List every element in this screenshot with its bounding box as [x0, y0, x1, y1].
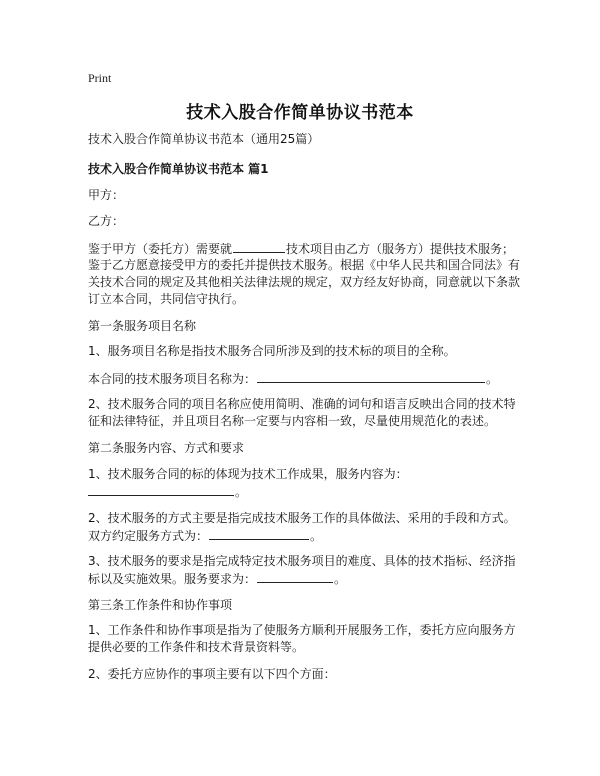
page-title: 技术入股合作简单协议书范本 [186, 103, 414, 123]
service-project-name-blank [257, 370, 485, 383]
article-1-para-2 [88, 370, 498, 388]
article-1-para-3-line-2: 征和法律特征，并且项目名称一定要与内容相一致，尽量使用规范化的表述。 [88, 414, 497, 428]
article-2-para-2-text: 双方约定服务方式为： [88, 529, 209, 543]
intro-line-4: 订立本合同，共同信守执行。 [88, 292, 245, 306]
article-1-para-1: 1、服务项目名称是指技术服务合同所涉及到的技术标的项目的全称。 [88, 344, 456, 358]
article-3-para-1-line-2: 提供必要的工作条件和技术背景资料等。 [88, 640, 305, 654]
article-2-para-3-text: 标以及实施效果。服务要求为： [88, 572, 257, 586]
article-1-title: 第一条服务项目名称 [88, 319, 197, 333]
service-requirement-blank [257, 570, 333, 583]
article-3-para-2: 2、委托方应协作的事项主要有以下四个方面： [88, 667, 336, 681]
service-content-blank [88, 483, 234, 496]
article-2-title: 第二条服务内容、方式和要求 [88, 441, 245, 455]
party-b-line: 乙方： [88, 214, 125, 228]
service-method-blank [209, 527, 309, 540]
article-2-para-1-end: 。 [235, 485, 248, 499]
print-label[interactable]: Print [88, 71, 112, 85]
intro-line-3: 关技术合同的规定及其他相关法律法规的规定，双方经友好协商，同意就以下条款 [88, 275, 521, 289]
party-a-line: 甲方： [88, 188, 125, 202]
intro-line-1 [88, 240, 514, 258]
article-1-para-3-line-1: 2、技术服务合同的项目名称应使用简明、准确的词句和语言反映出合同的技术特 [88, 397, 516, 411]
article-2-para-3-end: 。 [334, 572, 347, 586]
article-2-para-2-line-1: 2、技术服务的方式主要是指完成技术服务工作的具体做法、采用的手段和方式。 [88, 511, 516, 525]
article-2-para-1-line-2 [88, 483, 247, 501]
subtitle: 技术入股合作简单协议书范本（通用25篇） [88, 132, 320, 146]
section-title: 技术入股合作简单协议书范本 篇1 [88, 162, 269, 176]
intro-line-1-start: 鉴于甲方（委托方）需要就 [88, 242, 233, 256]
article-3-title: 第三条工作条件和协作事项 [88, 598, 233, 612]
article-2-para-3-line-1: 3、技术服务的要求是指完成特定技术服务项目的难度、具体的技术指标、经济指 [88, 554, 516, 568]
article-2-para-2-end: 。 [310, 529, 323, 543]
article-2-para-3-line-2 [88, 570, 346, 588]
intro-line-2: 鉴于乙方愿意接受甲方的委托并提供技术服务。根据《中华人民共和国合同法》有 [88, 258, 521, 272]
article-2-para-2-line-2 [88, 527, 322, 545]
article-3-para-1-line-1: 1、工作条件和协作事项是指为了使服务方顺利开展服务工作，委托方应向服务方 [88, 623, 516, 637]
article-1-para-2-end: 。 [486, 372, 499, 386]
article-1-para-2-text: 本合同的技术服务项目名称为： [88, 372, 257, 386]
intro-line-1-end: 技术项目由乙方（服务方）提供技术服务； [286, 242, 515, 256]
article-2-para-1-line-1: 1、技术服务合同的标的体现为技术工作成果，服务内容为： [88, 467, 408, 481]
project-name-blank [233, 240, 285, 253]
